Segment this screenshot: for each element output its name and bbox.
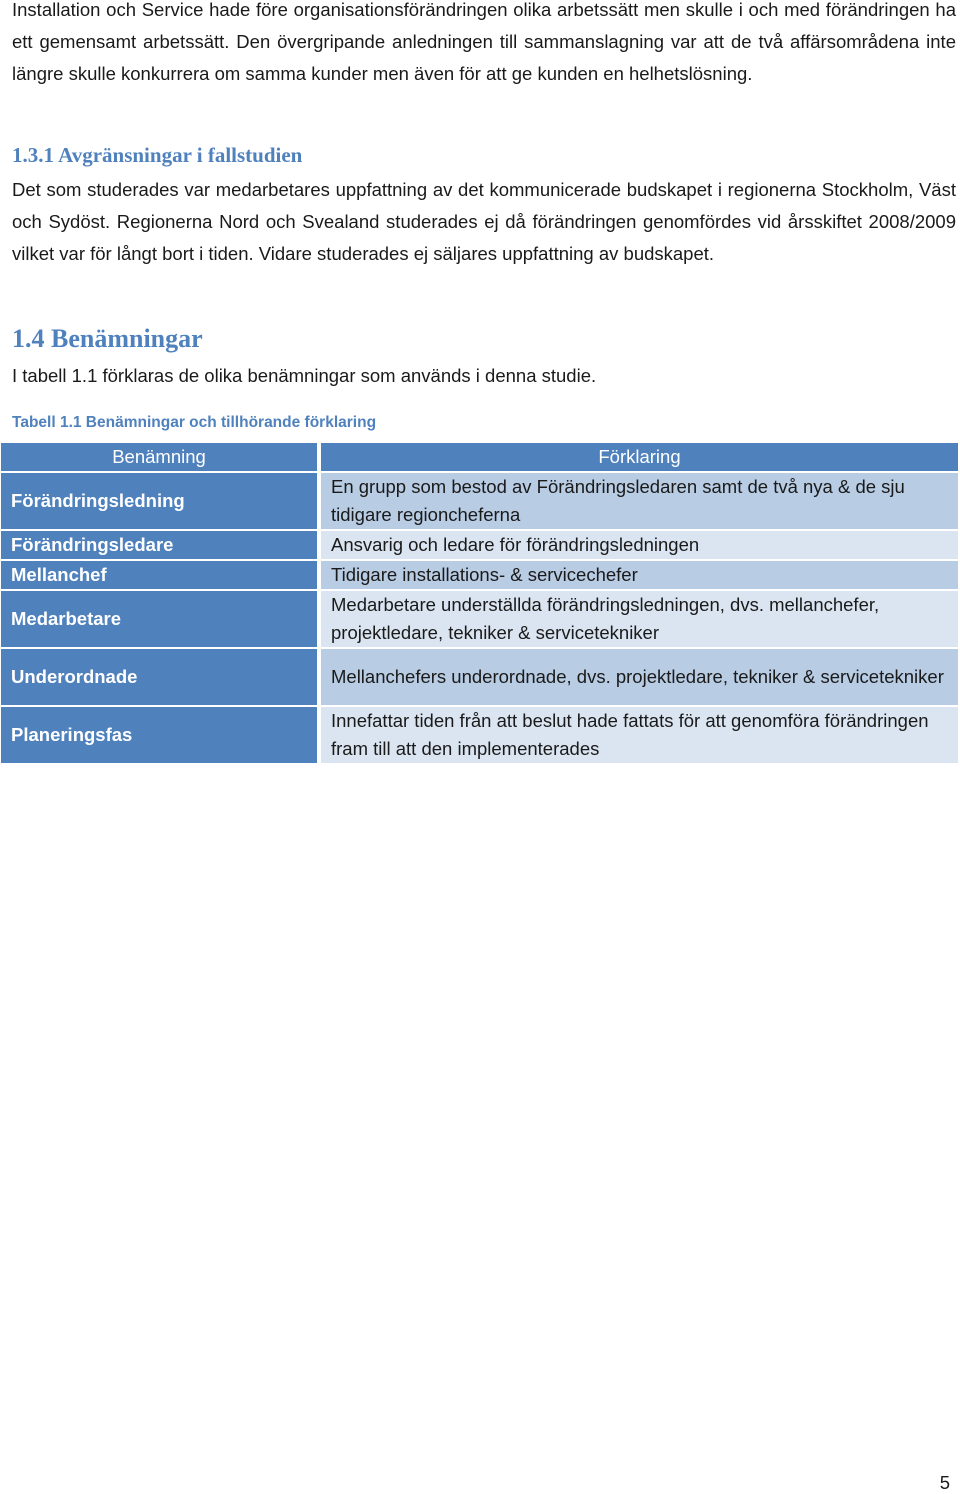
table-row bbox=[1, 591, 958, 649]
explanation-cell: Medarbetare underställda förändringsledningen, dvs. mellanchefer, projektledare, tekniker & servicetekniker bbox=[321, 591, 958, 649]
explanation-cell: Tidigare installations- & servicechefer bbox=[321, 561, 958, 591]
term-cell: Förändringsledning bbox=[1, 473, 321, 531]
table-row bbox=[1, 531, 958, 561]
table-header-row bbox=[1, 443, 958, 473]
section-heading-1-4: 1.4 Benämningar bbox=[12, 324, 203, 353]
column-header-explanation: Förklaring bbox=[321, 443, 958, 473]
column-header-term: Benämning bbox=[1, 443, 321, 473]
table-row bbox=[1, 649, 958, 707]
intro-paragraph: Installation och Service hade före organisationsförändringen olika arbetssätt men skulle i och med förändringen ha ett gemensamt arbetssätt. Den övergripande anledningen till sammanslagning var att de två affärsområdena inte längre skulle konkurrera om samma kunder men även för att ge kunden en helhetslösning. bbox=[12, 0, 956, 84]
term-cell: Förändringsledare bbox=[1, 531, 321, 561]
explanation-cell: En grupp som bestod av Förändringsledaren samt de två nya & de sju tidigare regioncheferna bbox=[321, 473, 958, 531]
page-number: 5 bbox=[939, 1472, 950, 1493]
explanation-cell: Innefattar tiden från att beslut hade fattats för att genomföra förändringen fram till att den implementerades bbox=[321, 707, 958, 765]
term-cell: Medarbetare bbox=[1, 591, 321, 649]
section-heading-1-3-1: 1.3.1 Avgränsningar i fallstudien bbox=[12, 143, 303, 167]
term-cell: Mellanchef bbox=[1, 561, 321, 591]
section-1-4-paragraph: I tabell 1.1 förklaras de olika benämningar som används i denna studie. bbox=[12, 365, 597, 386]
explanation-cell: Mellanchefers underordnade, dvs. projektledare, tekniker & servicetekniker bbox=[321, 649, 958, 707]
definitions-table bbox=[1, 443, 958, 765]
table-row bbox=[1, 561, 958, 591]
table-row bbox=[1, 707, 958, 765]
term-cell: Underordnade bbox=[1, 649, 321, 707]
explanation-cell: Ansvarig och ledare för förändringsledningen bbox=[321, 531, 958, 561]
table-caption: Tabell 1.1 Benämningar och tillhörande förklaring bbox=[12, 414, 377, 431]
table-row bbox=[1, 473, 958, 531]
term-cell: Planeringsfas bbox=[1, 707, 321, 765]
section-1-3-1-paragraph: Det som studerades var medarbetares uppfattning av det kommunicerade budskapet i regionerna Stockholm, Väst och Sydöst. Regionerna Nord och Svealand studerades ej då förändringen genomfördes vid årsskiftet 2008/2009 vilket var för långt bort i tiden. Vidare studerades ej säljares uppfattning av budskapet. bbox=[12, 179, 956, 264]
